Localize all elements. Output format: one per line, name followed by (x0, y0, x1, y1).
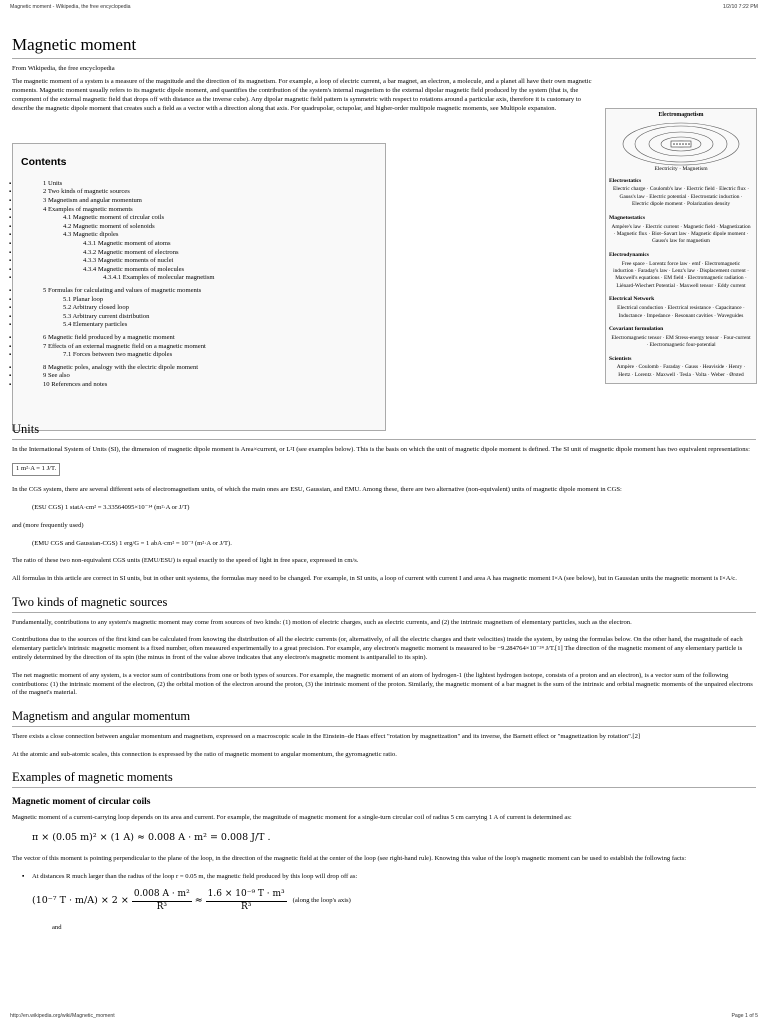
fraction-1-numerator: 0.008 A · m² (132, 889, 192, 902)
toc-item[interactable]: ▪ 4.3.1 Magnetic moment of atoms (17, 240, 381, 249)
sources-paragraph-1: Fundamentally, contributions to any system's magnetic moment may come from sources of two kinds: (1) motion of electric charges, such as electric currents, and (2) the intrinsic magnetism of elementary particles, such as the electron. (12, 618, 632, 626)
print-header-date: 1/2/10 7:22 PM (722, 4, 758, 10)
fraction-2-numerator: 1.6 × 10⁻⁹ T · m³ (206, 889, 287, 902)
section-heading-sources: Two kinds of magnetic sources (12, 594, 756, 613)
angular-paragraph-2: At the atomic and sub-atomic scales, this connection is expressed by the ratio of magnetic moment to angular momentum, the gyromagnetic ratio. (12, 750, 397, 758)
toc-item[interactable]: ▪ 4.3.4 Magnetic moments of molecules (17, 266, 381, 275)
fraction-2-denominator: R³ (240, 902, 252, 913)
toc-item[interactable]: ▪ 4 Examples of magnetic moments (17, 206, 381, 215)
units-and-more: and (more frequently used) (12, 521, 84, 529)
subsection-heading-circular-coils: Magnetic moment of circular coils (12, 796, 151, 807)
toc-item[interactable]: ▪ 6 Magnetic field produced by a magnetic moment (17, 334, 381, 343)
toc-item[interactable]: ▪ 10 References and notes (17, 381, 381, 390)
site-subtitle: From Wikipedia, the free encyclopedia (12, 65, 115, 73)
toc-item[interactable]: ▪ 4.3.3 Magnetic moments of nuclei (17, 257, 381, 266)
browser-print-header (10, 4, 758, 11)
infobox-section-links[interactable]: Ampère's law · Electric current · Magnetic field · Magnetization · Magnetic flux · Biot–Savart law · Magnetic dipole moment · Gauss's law for magnetism (611, 223, 751, 245)
toc-item[interactable]: ▪ 1 Units (17, 180, 381, 189)
toc-item[interactable]: ▪ 7 Effects of an external magnetic field on a magnetic moment (17, 343, 381, 352)
toc-item[interactable]: ▪ 5.3 Arbitrary current distribution (17, 313, 381, 322)
and-text: and (52, 924, 62, 932)
circular-coils-paragraph-1: Magnetic moment of a current-carrying loop depends on its area and current. For example, the magnitude of magnetic moment for a single-turn circular coil of radius 5 cm carrying 1 A of current is determined as: (12, 814, 572, 822)
infobox-section-heading[interactable]: Electrostatics (609, 177, 642, 184)
fraction-1 (132, 889, 192, 914)
units-paragraph-1: In the International System of Units (SI), the dimension of magnetic dipole moment is Area×current, or L²I (see examples below). This is the basis on which the unit of magnetic dipole moment is defined. The SI unit of magnetic dipole moment has two equivalent representations: (12, 445, 750, 453)
infobox-sections (609, 178, 753, 382)
section-heading-examples: Examples of magnetic moments (12, 769, 756, 788)
infobox-section-links[interactable]: Ampère · Coulomb · Faraday · Gauss · Heaviside · Henry · Hertz · Lorentz · Maxwell · Tesla · Volta · Weber · Ørsted (616, 364, 746, 378)
toc-list (17, 180, 381, 390)
toc-item[interactable]: ▪ 2 Two kinds of magnetic sources (17, 188, 381, 197)
units-paragraph-2: In the CGS system, there are several different sets of electromagnetism units, of which the main ones are ESU, Gaussian, and EMU. Among these, there are two alternative (non-equivalent) units of magnetic dipole moment in CGS: (12, 486, 622, 494)
print-header-title: Magnetic moment - Wikipedia, the free encyclopedia (10, 4, 131, 10)
toc-item[interactable]: ▪ 7.1 Forces between two magnetic dipoles (17, 351, 381, 360)
field-dropoff-equation (32, 889, 351, 914)
emu-cgs-equation: (EMU CGS and Gaussian-CGS) 1 erg/G = 1 abA·cm² = 10⁻³ (m²·A or J/T). (32, 539, 232, 547)
toc-item[interactable]: ▪ 5.4 Elementary particles (17, 321, 381, 330)
distance-bullet: ▪ At distances R much larger than the radius of the loop r = 0.05 m, the magnetic field produced by this loop will drop off as: (12, 873, 756, 882)
toc-item[interactable]: ▪ 4.3.4.1 Examples of molecular magnetism (17, 274, 381, 283)
infobox-caption[interactable]: Electricity · Magnetism (654, 165, 708, 172)
section-heading-angular-momentum: Magnetism and angular momentum (12, 708, 756, 727)
infobox-title[interactable]: Electromagnetism (658, 112, 704, 118)
fraction-2 (206, 889, 287, 914)
infobox-section-links[interactable]: Free space · Lorentz force law · emf · Electromagnetic induction · Faraday's law · Lenz's law · Displacement current · Maxwell's equations · EM field · Electromagnetic radiation · Liénard-Wiechert Potential · Maxwell tensor · Eddy current (613, 260, 749, 289)
toc-item[interactable]: ▪ 4.3 Magnetic dipoles (17, 231, 381, 240)
article-body (12, 411, 756, 942)
table-of-contents (12, 143, 386, 431)
fraction-1-denominator: R³ (156, 902, 167, 913)
equation-note: (along the loop's axis) (292, 897, 351, 905)
infobox-section-heading[interactable]: Electrodynamics (609, 251, 649, 258)
infobox-section-heading[interactable]: Scientists (609, 355, 632, 362)
sources-paragraph-2: Contributions due to the sources of the first kind can be calculated from knowing the distribution of all the electric currents (or, alternatively, of all the electric charges and their velocities) inside the system, by using the formulas below. On the other hand, the magnitude of each elementary particle's intrinsic magnetic moment is a fixed number, often measured experimentally to a great precision. For example, any electron's magnetic moment is measured to be −9.284764×10⁻²⁴ J/T.[1] The direction of the magnetic moment of any elementary particle is entirely determined by the direction of its spin (the minus in front of the value above indicates that any electron's magnetic moment is antiparallel to its spin). (12, 636, 743, 661)
toc-item[interactable]: ▪ 3 Magnetism and angular momentum (17, 197, 381, 206)
infobox-section-heading[interactable]: Magnetostatics (609, 214, 646, 221)
infobox-section-links[interactable]: Electrical conduction · Electrical resistance · Capacitance · Inductance · Impedance · Resonant cavities · Waveguides (617, 305, 745, 319)
toc-item[interactable]: ▪ 5.2 Arbitrary closed loop (17, 304, 381, 313)
toc-item[interactable]: ▪ 4.2 Magnetic moment of solenoids (17, 223, 381, 232)
angular-paragraph-1: There exists a close connection between angular momentum and magnetism, expressed on a macroscopic scale in the Einstein–de Haas effect "rotation by magnetization" and its inverse, the Barnett effect or "magnetization by rotation".[2] (12, 732, 641, 740)
toc-item[interactable]: ▪ 5.1 Planar loop (17, 296, 381, 305)
circular-coils-paragraph-2: The vector of this moment is pointing perpendicular to the plane of the loop, in the direction of the magnetic field at the center of the loop (see right-hand rule). Knowing this value of the loop's magnetic moment can be used to establish the following facts: (12, 854, 687, 862)
toc-item[interactable]: ▪ 9 See also (17, 372, 381, 381)
electromagnetism-infobox (605, 108, 757, 384)
coil-moment-equation: π × (0.05 m)² × (1 A) ≈ 0.008 A · m² = 0.008 J/T . (32, 832, 271, 844)
page-title: Magnetic moment (12, 34, 756, 59)
browser-print-footer (10, 1013, 758, 1020)
lead-paragraph: The magnetic moment of a system is a measure of the magnitude and the direction of its magnetism. For example, a loop of electric current, a bar magnet, an electron, a molecule, and a planet all have their own magnetic moments. Magnetic moment usually refers to its magnetic dipole moment, and quantifies the contribution of the system's internal magnetism to the external dipolar magnetic field produced by the system (that is, the component of the external magnetic field that drops off with distance as the inverse cube). Any dipolar magnetic field pattern is symmetric with respect to rotations around a particular axis, therefore it is customary to describe the magnetic dipole moment that creates such a field as a vector with a direction along that axis. For quadrupolar, octupolar, and higher-order multipole magnetic moments, see Multipole expansion. (12, 78, 592, 112)
infobox-section-links[interactable]: Electric charge · Coulomb's law · Electric field · Electric flux · Gauss's law · Electric potential · Electrostatic induction · Electric dipole moment · Polarization density (612, 186, 750, 208)
equation-prefix: (10⁻⁷ T · m/A) × 2 × (32, 895, 129, 907)
print-footer-url: http://en.wikipedia.org/wiki/Magnetic_moment (10, 1013, 115, 1020)
toc-item[interactable]: ▪ 4.1 Magnetic moment of circular coils (17, 214, 381, 223)
toc-item[interactable]: ▪ 4.3.2 Magnetic moment of electrons (17, 249, 381, 258)
approx-sign: ≈ (194, 895, 203, 907)
infobox-section-links[interactable]: Electromagnetic tensor · EM Stress-energy tensor · Four-current · Electromagnetic four-potential (611, 334, 751, 349)
esu-cgs-equation: (ESU CGS) 1 statA·cm² = 3.33564095×10⁻¹⁴ (m²·A or J/T) (32, 503, 190, 511)
units-paragraph-3: All formulas in this article are correct in SI units, but in other unit systems, the formulas may need to be changed. For example, in SI units, a loop of current with current I and area A has magnetic moment I×A (see below), but in Gaussian units the magnetic moment is I×A/c. (12, 575, 737, 583)
units-ratio: The ratio of these two non-equivalent CGS units (EMU/ESU) is equal exactly to the speed of light in free space, expressed in cm/s. (12, 557, 359, 565)
toc-item[interactable]: ▪ 8 Magnetic poles, analogy with the electric dipole moment (17, 364, 381, 373)
magnetic-field-lines-image (621, 122, 741, 166)
toc-item[interactable]: ▪ 5 Formulas for calculating and values of magnetic moments (17, 287, 381, 296)
sources-paragraph-3: The net magnetic moment of any system, is a vector sum of contributions from one or both types of sources. For example, the magnetic moment of an atom of hydrogen-1 (the lightest hydrogen isotope, consists of a proton and an electron), is a vector sum of the following contributions: (1) the intrinsic moment of the electron, (2) the orbital motion of the electron around the proton, (3) the intrinsic moment of the proton. Similarly, the magnetic moment of a bar magnet is the sum of the intrinsic and orbital magnetic moments of the unpaired electrons of the magnet's material. (12, 671, 753, 697)
article-page (12, 34, 756, 932)
toc-title: Contents (21, 156, 67, 168)
section-heading-units: Units (12, 421, 756, 440)
infobox-section-heading[interactable]: Covariant formulation (609, 326, 664, 333)
si-unit-equation: 1 m²·A = 1 J/T. (12, 463, 60, 476)
print-footer-page: Page 1 of 5 (731, 1013, 758, 1020)
infobox-section-heading[interactable]: Electrical Network (609, 296, 655, 303)
